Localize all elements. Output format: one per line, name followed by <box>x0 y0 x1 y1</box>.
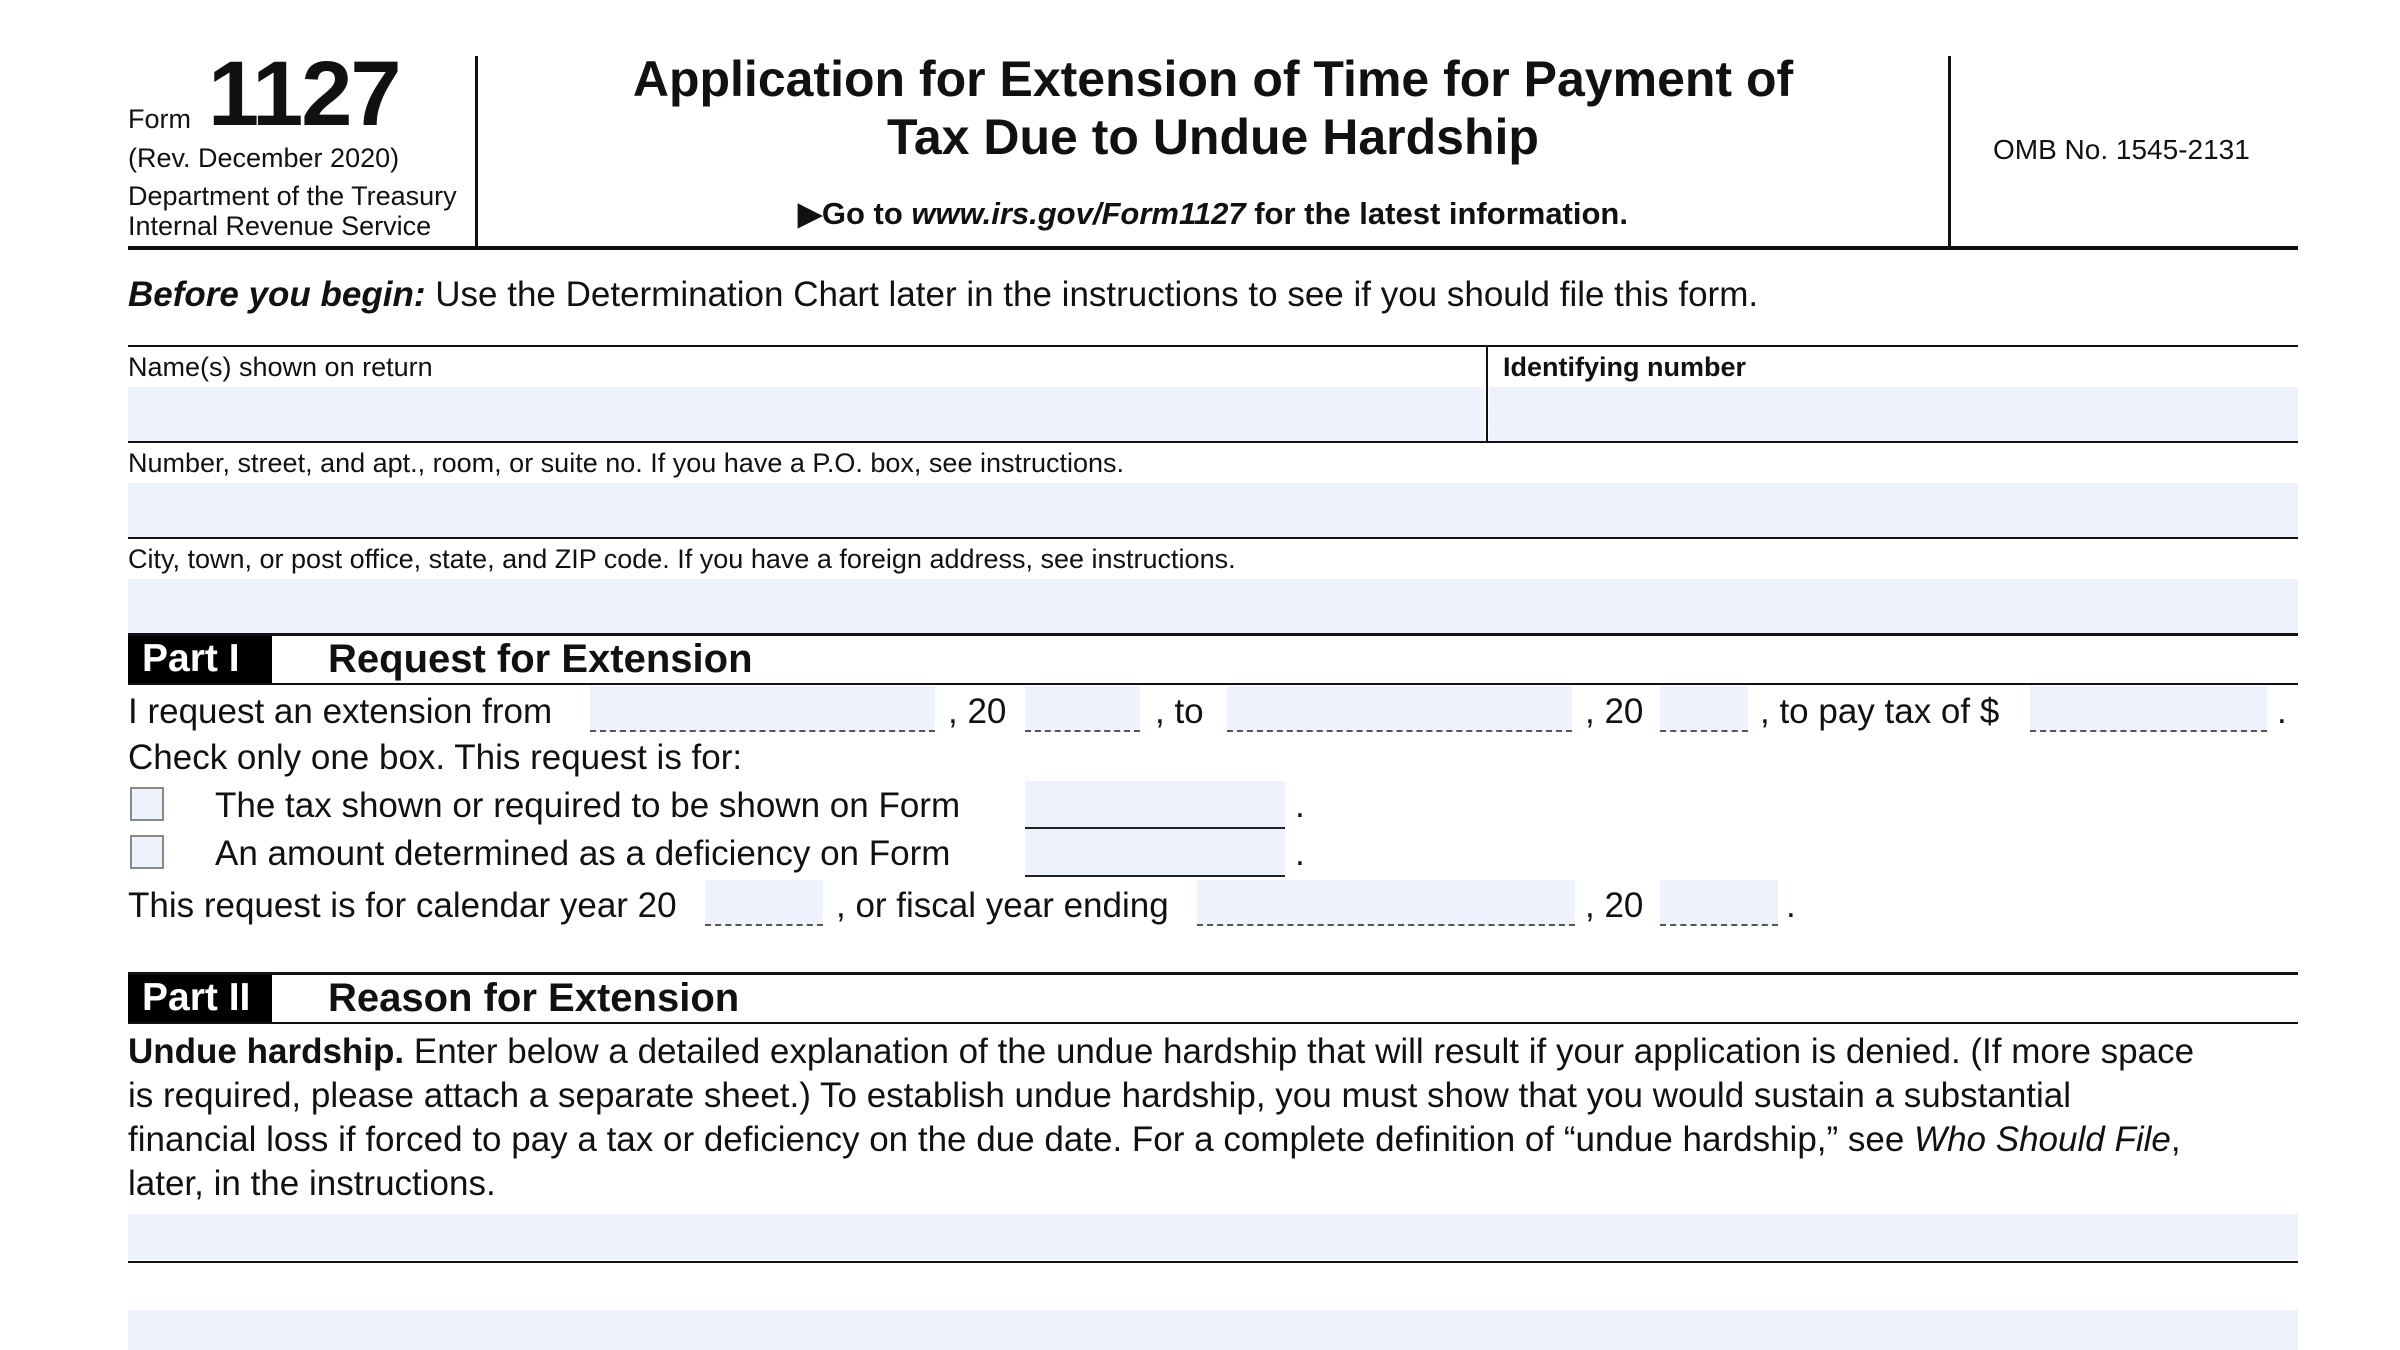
extension-to-year-input[interactable] <box>1660 686 1748 732</box>
street-top-rule <box>128 441 2298 443</box>
period-a: . <box>2277 692 2287 731</box>
request-from-text: I request an extension from <box>128 692 553 731</box>
option1-checkbox[interactable] <box>130 787 164 821</box>
undue-hardship-label: Undue hardship. <box>128 1032 405 1071</box>
undue-line3a: financial loss if forced to pay a tax or deficiency on the due date. For a complete definition of “undue hardship,” see <box>128 1120 1915 1159</box>
header-bottom-rule <box>128 246 2298 250</box>
goto-instructions <box>478 196 1948 232</box>
to-pay-text: , to pay tax of $ <box>1760 692 2000 731</box>
undue-hardship-line1 <box>128 1032 2194 1072</box>
form-number: 1127 <box>208 43 400 145</box>
identity-top-rule <box>128 345 2298 347</box>
period-b: . <box>1295 786 1305 825</box>
arrow-right-icon: ▶ <box>798 196 822 231</box>
part2-badge: Part II <box>128 975 272 1022</box>
form-title-line2: Tax Due to Undue Hardship <box>887 109 1539 165</box>
street-input[interactable] <box>128 483 2298 537</box>
goto-suffix: for the latest information. <box>1245 196 1628 231</box>
part1-bottom-rule <box>128 683 2298 685</box>
comma-20-b: , 20 <box>1585 692 1644 731</box>
extension-from-year-input[interactable] <box>1025 686 1140 732</box>
form-revision: (Rev. December 2020) <box>128 143 400 173</box>
city-label: City, town, or post office, state, and ZIP code. If you have a foreign address, see instructions. <box>128 544 1236 574</box>
explanation-line1-input[interactable] <box>128 1214 2298 1260</box>
part1-badge: Part I <box>128 636 272 683</box>
name-input[interactable] <box>128 387 1484 441</box>
part2-bottom-rule <box>128 1022 2298 1024</box>
comma-20-c: , 20 <box>1585 886 1644 925</box>
comma-20-a: , 20 <box>948 692 1007 731</box>
extension-to-date-input[interactable] <box>1227 686 1572 732</box>
id-label: Identifying number <box>1503 352 1746 382</box>
option1-text: The tax shown or required to be shown on Form <box>215 786 961 825</box>
period-c: . <box>1295 834 1305 873</box>
agency: Internal Revenue Service <box>128 211 432 241</box>
undue-line3-italic: Who Should File <box>1914 1120 2171 1159</box>
name-label: Name(s) shown on return <box>128 352 433 382</box>
period-d: . <box>1786 886 1796 925</box>
fiscal-year-text: , or fiscal year ending <box>836 886 1169 925</box>
identity-divider <box>1486 346 1488 442</box>
undue-hardship-line4: later, in the instructions. <box>128 1164 496 1203</box>
part2-title: Reason for Extension <box>328 976 740 1020</box>
calendar-year-input[interactable] <box>705 880 823 926</box>
part1-title: Request for Extension <box>328 637 753 681</box>
before-label: Before you begin: <box>128 275 426 314</box>
header-divider-right <box>1948 56 1951 247</box>
calendar-year-text: This request is for calendar year 20 <box>128 886 677 925</box>
omb-number: OMB No. 1545-2131 <box>1993 134 2250 165</box>
undue-hardship-line3 <box>128 1120 2181 1160</box>
department: Department of the Treasury <box>128 181 457 211</box>
check-only-text: Check only one box. This request is for: <box>128 738 743 777</box>
option2-form-input[interactable] <box>1025 829 1285 877</box>
before-text: Use the Determination Chart later in the instructions to see if you should file this form. <box>425 275 1759 314</box>
undue-hardship-line2: is required, please attach a separate sheet.) To establish undue hardship, you must show that you would sustain a substantial <box>128 1076 2072 1115</box>
goto-url[interactable]: www.irs.gov/Form1127 <box>911 196 1246 231</box>
form-title-line1: Application for Extension of Time for Payment of <box>632 51 1794 107</box>
city-input[interactable] <box>128 579 2298 633</box>
before-you-begin <box>128 275 1758 315</box>
option2-checkbox[interactable] <box>130 835 164 869</box>
undue-line1-text: Enter below a detailed explanation of the undue hardship that will result if your application is denied. (If more space <box>404 1032 2195 1071</box>
to-text: , to <box>1155 692 1204 731</box>
city-top-rule <box>128 537 2298 539</box>
undue-line3b: , <box>2170 1120 2181 1159</box>
street-label: Number, street, and apt., room, or suite no. If you have a P.O. box, see instructions. <box>128 448 1125 478</box>
form-label: Form <box>128 104 191 134</box>
fiscal-year-ending-input[interactable] <box>1197 880 1575 926</box>
extension-from-date-input[interactable] <box>590 686 935 732</box>
goto-prefix: Go to <box>821 196 912 231</box>
option1-form-input[interactable] <box>1025 781 1285 829</box>
explanation-line1-rule <box>128 1261 2298 1263</box>
fiscal-year-input[interactable] <box>1660 880 1778 926</box>
option2-text: An amount determined as a deficiency on Form <box>215 834 951 873</box>
identifying-number-input[interactable] <box>1489 387 2298 441</box>
tax-amount-input[interactable] <box>2030 686 2267 732</box>
explanation-line2-input[interactable] <box>128 1310 2298 1350</box>
